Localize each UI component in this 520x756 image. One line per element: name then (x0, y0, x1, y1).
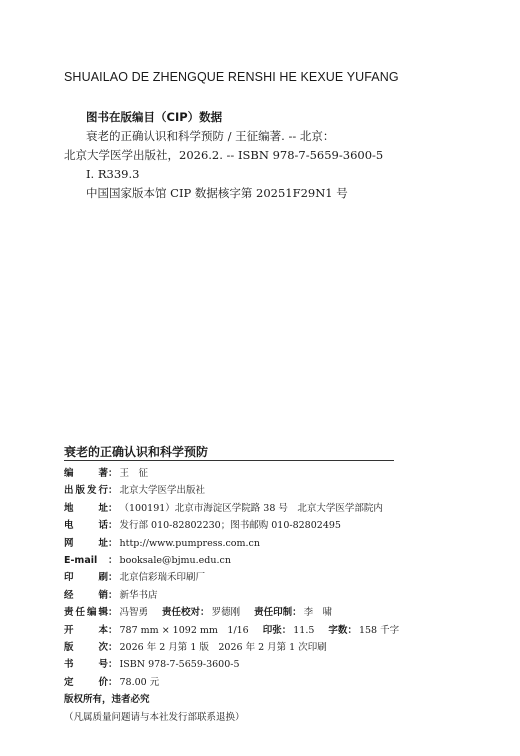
title-divider (64, 460, 394, 461)
author-value: 王 征 (119, 468, 149, 479)
pinyin-title: SHUAILAO DE ZHENGQUE RENSHI HE KEXUE YUFANG (64, 70, 399, 84)
editor-label: 责任编辑 (64, 607, 108, 619)
printer-value: 北京信彩瑞禾印刷厂 (119, 572, 206, 584)
format-label: 开 本 (64, 624, 108, 636)
print-resp-label: 责任印制 (254, 607, 293, 619)
sheets-value: 11.5 (293, 624, 315, 636)
author-label: 编 著 (64, 468, 108, 479)
email-label: E-mail (64, 555, 98, 567)
cip-line-3: Ⅰ. R339.3 (86, 167, 140, 181)
cip-heading: 图书在版编目（CIP）数据 (86, 110, 223, 124)
distributor-label: 经 销 (64, 589, 108, 601)
price-label: 定 价 (64, 676, 108, 688)
detail-edition: 版 次 ： 2026 年 2 月第 1 版 2026 年 2 月第 1 次印刷 (64, 639, 424, 656)
sheets-label: 印张 (262, 624, 282, 636)
price-value: 78.00 元 (119, 676, 160, 688)
proofreader-value: 罗德刚 (211, 607, 241, 619)
address-value: （100191）北京市海淀区学院路 38 号 北京大学医学部院内 (119, 502, 383, 514)
copyright-notice: 版权所有，违者必究 (64, 694, 150, 706)
detail-printer: 印 刷 ： 北京信彩瑞禾印刷厂 (64, 569, 424, 586)
cip-line-4: 中国国家版本馆 CIP 数据核字第 20251F29N1 号 (86, 186, 348, 200)
detail-price: 定 价 ： 78.00 元 (64, 674, 424, 691)
phone-label: 电 话 (64, 520, 108, 532)
detail-isbn: 书 号 ： ISBN 978-7-5659-3600-5 (64, 656, 424, 673)
website-link[interactable]: http://www.pumpress.com.cn (119, 537, 260, 549)
print-resp-value: 李 啸 (303, 607, 333, 619)
phone-value: 发行部 010-82802230；图书邮购 010-82802495 (119, 520, 341, 532)
edition-value: 2026 年 2 月第 1 版 2026 年 2 月第 1 次印刷 (119, 642, 327, 654)
distributor-value: 新华书店 (119, 589, 158, 601)
format-value: 787 mm × 1092 mm 1/16 (119, 624, 249, 636)
website-label: 网 址 (64, 537, 108, 549)
email-link[interactable]: booksale@bjmu.edu.cn (119, 555, 231, 567)
printer-label: 印 刷 (64, 572, 108, 584)
isbn-label: 书 号 (64, 659, 108, 671)
book-title: 衰老的正确认识和科学预防 (64, 445, 209, 459)
words-value: 158 千字 (358, 624, 400, 636)
cip-line-2: 北京大学医学出版社，2026.2. -- ISBN 978-7-5659-3600-5 (64, 148, 384, 162)
detail-distributor: 经 销 ： 新华书店 (64, 587, 424, 604)
address-label: 地 址 (64, 502, 108, 514)
publication-details (64, 465, 424, 726)
detail-address: 地 址 ： （100191）北京市海淀区学院路 38 号 北京大学医学部院内 (64, 500, 424, 517)
cip-line-1: 衰老的正确认识和科学预防 / 王征编著. -- 北京： (86, 129, 335, 143)
edition-label: 版 次 (64, 642, 108, 654)
words-label: 字数 (328, 624, 348, 636)
editor-value: 冯智勇 (119, 607, 149, 619)
detail-publisher: 出版发行 ： 北京大学医学出版社 (64, 482, 424, 499)
detail-email: E-mail ： booksale@bjmu.edu.cn (64, 552, 424, 569)
proofreader-label: 责任校对 (162, 607, 201, 619)
publisher-label: 出版发行 (64, 485, 108, 497)
isbn-value: ISBN 978-7-5659-3600-5 (119, 659, 240, 671)
return-notice: （凡属质量问题请与本社发行部联系退换） (64, 711, 245, 723)
cip-block (64, 108, 464, 203)
detail-author: 编 著 ： 王 征 (64, 465, 424, 482)
publisher-value: 北京大学医学出版社 (119, 485, 206, 497)
detail-website: 网 址 ： http://www.pumpress.com.cn (64, 535, 424, 552)
detail-format: 开 本 ： 787 mm × 1092 mm 1/16 印张 ： 11.5 字数 ： 158 千字 (64, 622, 424, 639)
detail-phone: 电 话 ： 发行部 010-82802230；图书邮购 010-82802495 (64, 517, 424, 534)
detail-responsibility: 责任编辑 ： 冯智勇 责任校对 ： 罗德刚 责任印制 ： 李 啸 (64, 604, 424, 621)
